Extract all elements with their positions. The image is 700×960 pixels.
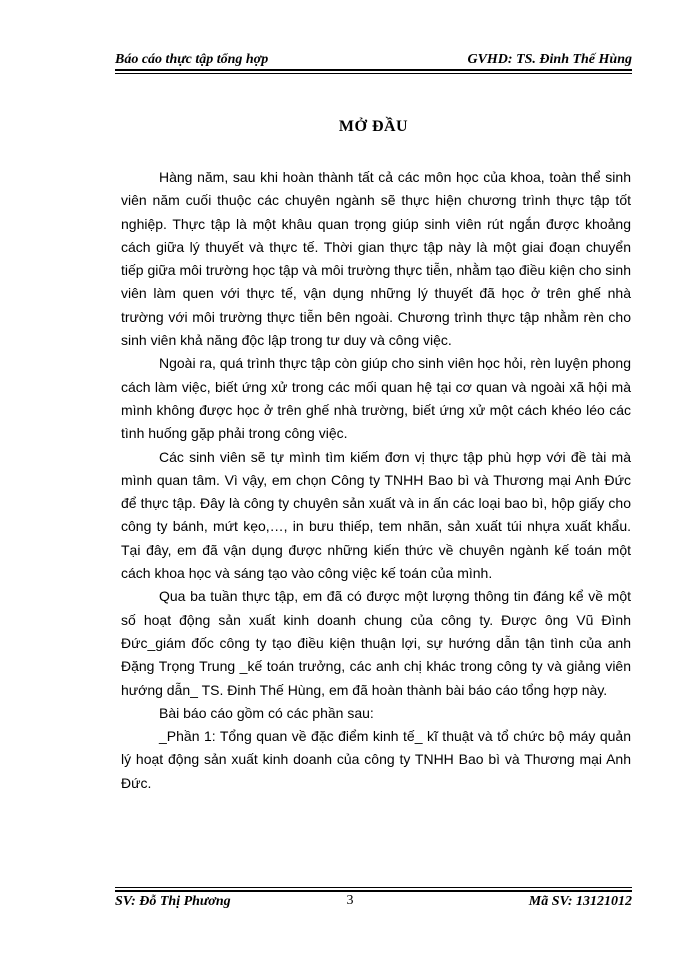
body-text (121, 166, 631, 795)
header-rule-thick (115, 69, 632, 71)
header-advisor: GVHD: TS. Đinh Thế Hùng (467, 52, 632, 67)
paragraph: Các sinh viên sẽ tự mình tìm kiếm đơn vị thực tập phù hợp với đề tài mà mình quan tâm. Vì vậy, em chọn Công ty TNHH Bao bì và Thương mại Anh Đức để thực tập. Đây là công ty chuyên sản xuất và in ấn các loại bao bì, hộp giấy cho công ty bánh, mứt kẹo,…, in bưu thiếp, tem nhãn, sản xuất túi nhựa xuất khẩu. Tại đây, em đã vận dụng được những kiến thức về chuyên ngành kế toán một cách khoa học và sáng tạo vào công việc kế toán của mình. (121, 448, 631, 582)
footer-rule-thick (115, 890, 632, 892)
paragraph: Ngoài ra, quá trình thực tập còn giúp cho sinh viên học hỏi, rèn luyện phong cách làm việc, biết ứng xử trong các mối quan hệ tại cơ quan và ngoài xã hội mà mình không được học ở trên ghế nhà trường, biết ứng xử một cách khéo léo các tình huống gặp phải trong công việc. (121, 355, 631, 442)
header-rule-thin (115, 73, 632, 74)
paragraph: _Phần 1: Tổng quan về đặc điểm kinh tế_ kĩ thuật và tổ chức bộ máy quản lý hoạt động sản xuất kinh doanh của công ty TNHH Bao bì và Thương mại Anh Đức. (121, 728, 631, 791)
header-report-title: Báo cáo thực tập tổng hợp (115, 52, 269, 67)
footer-student-name: SV: Đỗ Thị Phương (115, 894, 231, 909)
paragraph: Bài báo cáo gồm có các phần sau: (159, 704, 374, 721)
page-header (115, 48, 632, 68)
footer-student-id: Mã SV: 13121012 (528, 894, 632, 909)
section-title: MỞ ĐẦU (338, 118, 409, 135)
footer-rule-thin (115, 887, 632, 888)
paragraph: Qua ba tuần thực tập, em đã có được một lượng thông tin đáng kể về một số hoạt động sản xuất kinh doanh chung của công ty. Được ông Vũ Đình Đức_giám đốc công ty tạo điều kiện thuận lợi, sự hướng dẫn tận tình của anh Đặng Trọng Trung _kế toán trưởng, các anh chị khác trong công ty và giảng viên hướng dẫn_ TS. Đinh Thế Hùng, em đã hoàn thành bài báo cáo tổng hợp này. (121, 588, 631, 698)
page-number: 3 (346, 893, 354, 908)
paragraph: Hàng năm, sau khi hoàn thành tất cả các môn học của khoa, toàn thể sinh viên năm cuối thuộc các chuyên ngành sẽ thực hiện chương trình thực tập tốt nghiệp. Thực tập là một khâu quan trọng giúp sinh viên rút ngắn được khoảng cách giữa lý thuyết và thực tế. Thời gian thực tập này là một giai đoạn chuyển tiếp giữa môi trường học tập và môi trường thực tiễn, nhằm tạo điều kiện cho sinh viên làm quen với thực tế, vận dụng những lý thuyết đã học ở trên ghế nhà trường với môi trường thực tiễn bên ngoài. Chương trình thực tập nhằm rèn cho sinh viên khả năng độc lập trong tư duy và công việc. (121, 169, 631, 349)
